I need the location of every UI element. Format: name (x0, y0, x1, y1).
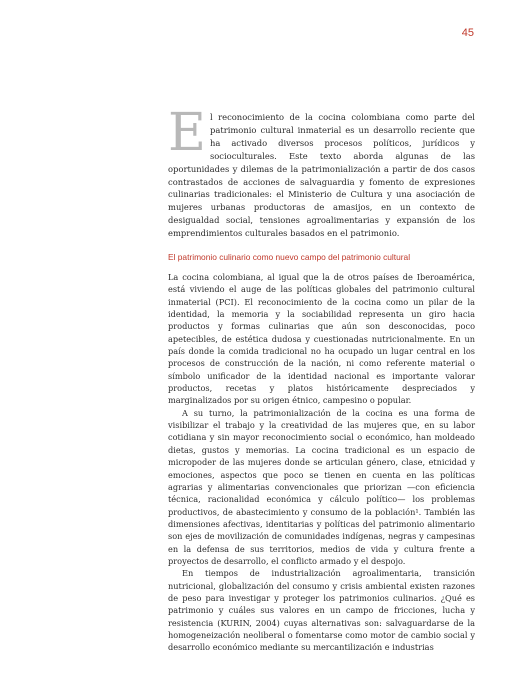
paragraph-1: La cocina colombiana, al igual que la de otros países de Iberoamérica, está viviendo el auge de las políticas globales del patrimonio cultural inmaterial (PCI). El reconocimiento de la cocina como un pilar de la identidad, la memoria y la sociabilidad representa un giro hacia productos y formas culinarias que aún son desconocidas, poco apetecibles, de estética dudosa y cuestionadas nutricionalmente. En un país donde la comida tradicional no ha ocupado un lugar central en los procesos de construcción de la nación, ni como referente material o símbolo unificador de la identidad nacional es importante valorar productos, recetas y platos históricamente despreciados y marginalizados por su origen étnico, campesino o popular. (168, 272, 475, 406)
drop-cap: E (168, 103, 206, 163)
paragraph-2: A su turno, la patrimonialización de la cocina es una forma de visibilizar el trabajo y la creatividad de las mujeres que, en su labor cotidiana y sin mayor reconocimiento social o económico, han moldeado dietas, gustos y memorias. La cocina tradicional es un espacio de micropoder de las mujeres donde se articulan género, clase, etnicidad y emociones, aspectos que poco se tienen en cuenta en las políticas agrarias y alimentarias convencionales que priorizan —con eficiencia técnica, racionalidad económica y cálculo político— los problemas productivos, de abastecimiento y consumo de la población¹. También las dimensiones afectivas, identitarias y políticas del patrimonio alimentario son ejes de movilización de comunidades indígenas, negras y campesinas en la defensa de sus territorios, medios de vida y cultura frente a proyectos de desarrollo, el conflicto armado y el despojo. (168, 407, 475, 566)
body-text (168, 271, 475, 654)
section-heading: El patrimonio culinario como nuevo campo del patrimonio cultural (168, 252, 411, 262)
paragraph-3: En tiempos de industrialización agroalimentaria, transición nutricional, globalización del consumo y crisis ambiental existen razones de peso para investigar y proteger los patrimonios culinarios. ¿Qué es patrimonio y cuáles sus valores en un campo de fricciones, lucha y resistencia (KURIN, 2004) cuyas alternativas son: salvaguardarse de la homogeneización neoliberal o fomentarse como motor de cambio social y desarrollo económico mediante su mercantilización e industrias (168, 568, 475, 653)
abstract-text: l reconocimiento de la cocina colombiana como parte del patrimonio cultural inmaterial es un desarrollo reciente que ha activado diversos procesos políticos, jurídicos y socioculturales. Este texto aborda algunas de las oportunidades y dilemas de la patrimonialización a partir de dos casos contrastados de acciones de salvaguardia y fomento de expresiones culinarias tradicionales: el Ministerio de Cultura y una asociación de mujeres urbanas productoras de amasijos, en un contexto de desigualdad social, tensiones agroalimentarias y expansión de los emprendimientos culturales basados en el patrimonio. (168, 112, 475, 239)
abstract (168, 103, 475, 240)
page-number: 45 (461, 27, 474, 39)
